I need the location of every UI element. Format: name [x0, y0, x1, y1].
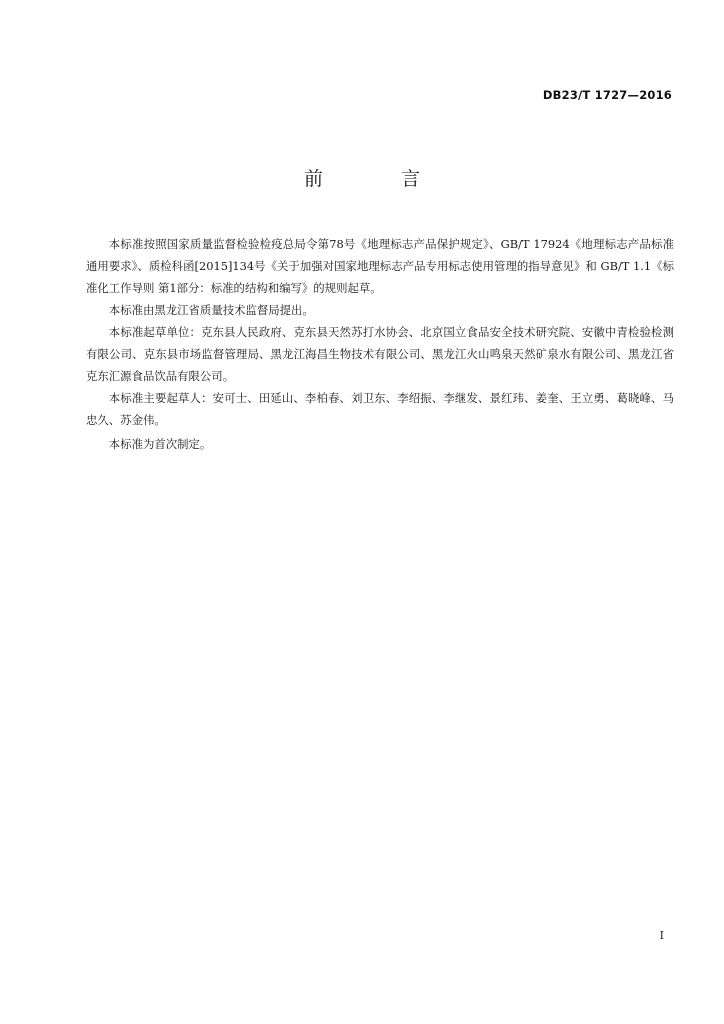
page-number: I	[659, 929, 664, 942]
standard-code: DB23/T 1727—2016	[542, 88, 672, 102]
paragraph-main-drafters: 本标准主要起草人：安可士、田延山、李柏春、刘卫东、李绍振、李继发、景红玮、姜奎、王立勇、葛晓峰、马忠久、苏金伟。	[86, 391, 674, 427]
section-title: 前 言	[303, 168, 457, 190]
paragraph-drafting-units: 本标准起草单位：克东县人民政府、克东县天然苏打水协会、北京国立食品安全技术研究院、安徽中青检验检测有限公司、克东县市场监督管理局、黑龙江海昌生物技术有限公司、黑龙江火山鸣泉天然矿泉水有限公司、黑龙江省克东汇源食品饮品有限公司。	[86, 325, 674, 383]
paragraph-first-edition: 本标准为首次制定。	[108, 437, 212, 451]
paragraph-drafting-rules: 本标准按照国家质量监督检验检疫总局令第78号《地理标志产品保护规定》、GB/T 17924《地理标志产品标准通用要求》、质检科函[2015]134号《关于加强对国家地理标志产品专用标志使用管理的指导意见》和 GB/T 1.1《标准化工作导则 第1部分：标准的结构和编写》的规则起草。	[86, 237, 674, 295]
foreword-body	[86, 233, 674, 455]
paragraph-proposer: 本标准由黑龙江省质量技术监督局提出。	[108, 303, 314, 317]
